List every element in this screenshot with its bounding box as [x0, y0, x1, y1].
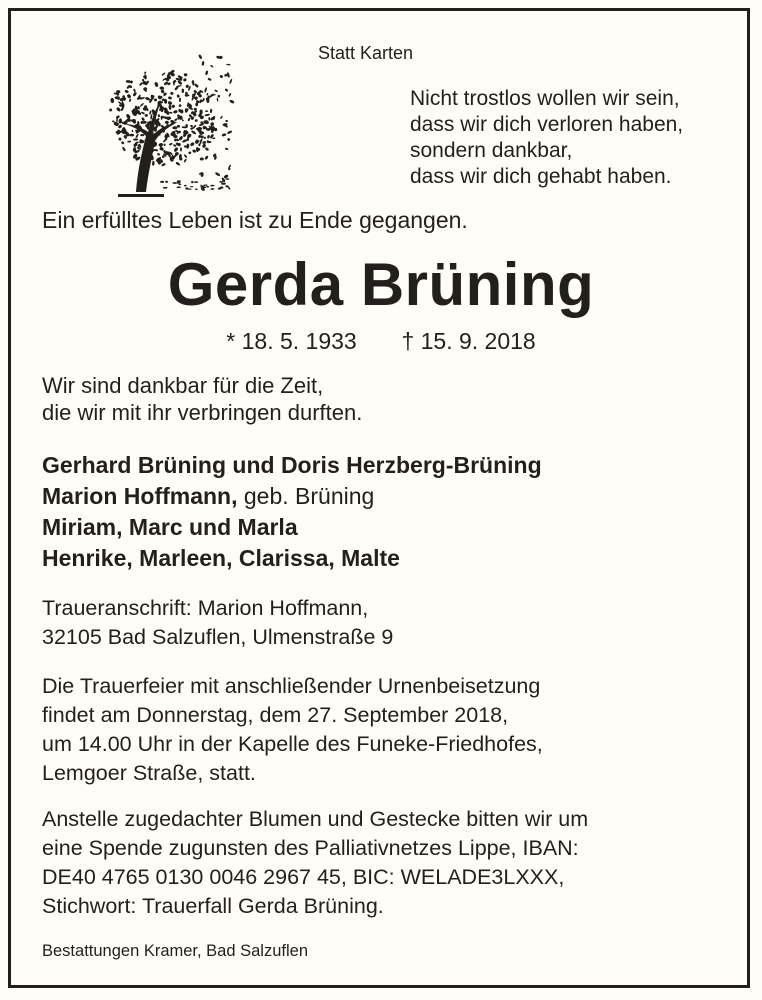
mourner-line: Miriam, Marc und Marla [42, 514, 298, 540]
mourner-name: Marion Hoffmann, [42, 483, 238, 509]
mourner-note: geb. Brüning [237, 483, 375, 509]
intro-text: Ein erfülltes Leben ist zu Ende gegangen. [42, 207, 468, 233]
service-line: Lemgoer Straße, statt. [42, 761, 256, 785]
thanks-text [42, 372, 362, 426]
thanks-line: die wir mit ihr verbringen durften. [42, 400, 363, 425]
service-line: um 14.00 Uhr in der Kapelle des Funeke-Friedhofes, [42, 732, 543, 756]
windblown-tree-icon [100, 40, 235, 198]
mourners-list [42, 450, 542, 574]
service-line: Die Trauerfeier mit anschließender Urnenbeisetzung [42, 674, 541, 698]
poem-line: sondern dankbar, [410, 139, 573, 162]
poem [410, 86, 683, 190]
donation-line: Anstelle zugedachter Blumen und Gestecke bitten wir um [42, 807, 589, 831]
poem-line: Nicht trostlos wollen wir sein, [410, 87, 680, 110]
mourner-line [42, 481, 542, 512]
donation-line: DE40 4765 0130 0046 2967 45, BIC: WELADE3LXXX, [42, 865, 565, 889]
address-line: Traueranschrift: Marion Hoffmann, [42, 596, 369, 620]
life-dates: * 18. 5. 1933 † 15. 9. 2018 [226, 328, 536, 354]
mourner-line: Henrike, Marleen, Clarissa, Malte [42, 545, 400, 571]
mourning-address [42, 594, 393, 652]
statt-karten-label: Statt Karten [318, 43, 414, 63]
deceased-name: Gerda Brüning [167, 251, 595, 318]
funeral-service-info [42, 672, 543, 788]
donation-info [42, 805, 588, 921]
poem-line: dass wir dich gehabt haben. [410, 165, 672, 188]
address-line: 32105 Bad Salzuflen, Ulmenstraße 9 [42, 625, 394, 649]
undertaker-credit: Bestattungen Kramer, Bad Salzuflen [42, 942, 308, 960]
mourner-line: Gerhard Brüning und Doris Herzberg-Brüning [42, 452, 542, 478]
poem-line: dass wir dich verloren haben, [410, 113, 684, 136]
thanks-line: Wir sind dankbar für die Zeit, [42, 373, 324, 398]
donation-line: eine Spende zugunsten des Palliativnetzes Lippe, IBAN: [42, 836, 579, 860]
service-line: findet am Donnerstag, dem 27. September 2018, [42, 703, 509, 727]
donation-line: Stichwort: Trauerfall Gerda Brüning. [42, 894, 384, 918]
